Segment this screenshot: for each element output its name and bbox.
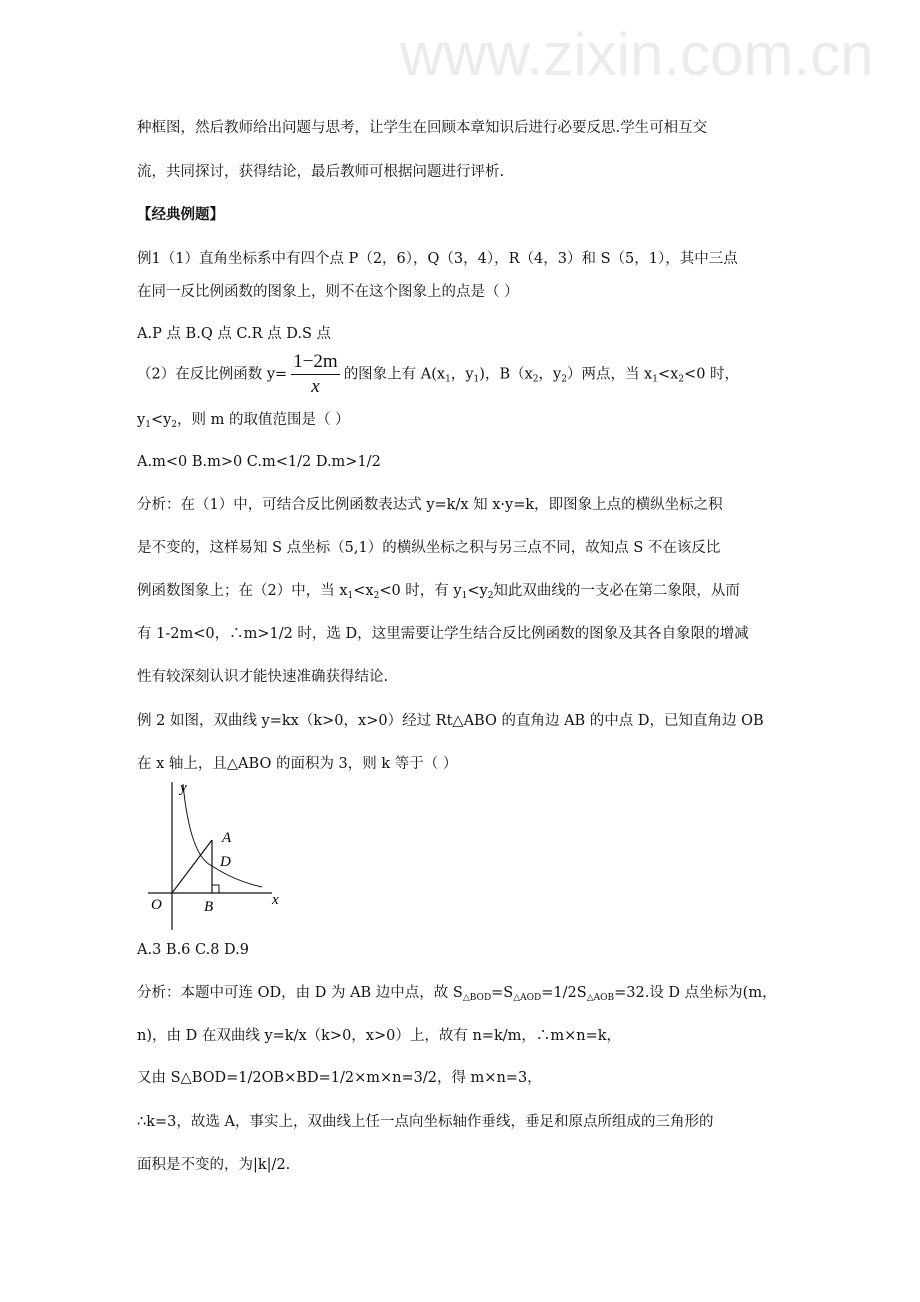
subscript: △BOD (462, 993, 492, 1003)
text-segment: <x (657, 366, 679, 383)
hyperbola-triangle-figure (140, 778, 290, 936)
text-segment: 在 x 轴上，且△ABO 的面积为 3，则 k 等于（ ） (137, 756, 458, 772)
text-segment: )，B（x (479, 366, 533, 383)
text-segment: <x (353, 583, 374, 599)
text-line (137, 624, 749, 644)
subscript: 1 (652, 374, 658, 385)
text-line (137, 754, 457, 774)
text-line (137, 940, 249, 960)
subscript: 1 (473, 374, 480, 385)
subscript: 2 (373, 591, 380, 601)
text-line (137, 667, 388, 687)
text-line (137, 282, 519, 302)
text-segment: <0 时，有 y (379, 583, 462, 599)
text-segment: =S (491, 985, 514, 1001)
subscript: 2 (487, 591, 494, 601)
text-line (137, 350, 739, 399)
text-line (137, 495, 723, 515)
watermark: www.zixin.com.cn (400, 21, 874, 88)
text-segment: ，y (450, 366, 474, 383)
text-line (137, 1155, 290, 1175)
text-line (137, 581, 740, 606)
text-segment: 例函数图象上；在（2）中，当 x (137, 583, 348, 599)
segment-OA (172, 840, 212, 893)
text-line (137, 711, 764, 731)
subscript: 2 (561, 374, 567, 385)
subscript: 1 (461, 591, 468, 601)
label-A: A (222, 830, 232, 846)
text-segment: <y (467, 583, 488, 599)
subscript: 1 (347, 591, 354, 601)
text-segment: 【经典例题】 (137, 206, 224, 223)
text-segment: =1/2S (541, 985, 587, 1001)
fraction (291, 350, 340, 399)
text-segment: A.m<0 B.m>0 C.m<1/2 D.m>1/2 (137, 454, 381, 470)
label-O: O (151, 897, 162, 913)
text-line (137, 1068, 542, 1088)
text-segment: 分析：在（1）中，可结合反比例函数表达式 y=k/x 知 x·y=k，即图象上点的横纵坐标之积 (137, 497, 723, 513)
text-line (137, 452, 381, 472)
text-segment: ∴k=3，故选 A，事实上，双曲线上任一点向坐标轴作垂线，垂足和原点所组成的三角形的 (137, 1114, 714, 1130)
label-B: B (204, 899, 214, 915)
text-segment: 种框图，然后教师给出问题与思考，让学生在回顾本章知识后进行必要反思.学生可相互交 (137, 120, 708, 136)
text-segment: 有 1-2m<0，∴m>1/2 时，选 D，这里需要让学生结合反比例函数的图象及其各自象限的增减 (137, 626, 749, 642)
text-segment: ）两点，当 x (566, 366, 653, 383)
text-segment: ，则 m 的取值范围是（ ） (177, 412, 350, 428)
text-line (137, 1026, 621, 1046)
text-segment: A.3 B.6 C.8 D.9 (137, 942, 249, 958)
subscript: △AOB (586, 993, 615, 1003)
text-segment: 例 2 如图，双曲线 y=kx（k>0，x>0）经过 Rt△ABO 的直角边 AB 的中点 D，已知直角边 OB (137, 713, 764, 729)
text-segment: 知此双曲线的一支必在第二象限，从而 (493, 583, 740, 599)
fraction-numerator: 1−2m (291, 350, 340, 375)
label-y: y (180, 780, 187, 796)
subscript: 2 (678, 374, 685, 385)
label-D: D (220, 854, 231, 870)
text-segment: 面积是不变的，为|k|/2. (137, 1157, 291, 1173)
subscript: 2 (532, 374, 539, 385)
text-segment: y (137, 412, 146, 428)
fraction-denominator: x (311, 376, 320, 397)
text-segment: A.P 点 B.Q 点 C.R 点 D.S 点 (137, 326, 332, 342)
text-segment: 例1（1）直角坐标系中有四个点 P（2，6），Q（3，4），R（4，3）和 S（5，1），其中三点 (137, 251, 738, 267)
text-segment: 又由 S△BOD=1/2OB×BD=1/2×m×n=3/2，得 m×n=3， (137, 1070, 542, 1086)
text-segment: 性有较深刻认识才能快速准确获得结论. (137, 669, 389, 685)
text-segment: <y (150, 412, 172, 428)
text-line (137, 324, 331, 344)
text-segment: 的图象上有 A(x (343, 366, 446, 383)
right-angle-mark (212, 885, 219, 893)
text-line (137, 118, 707, 138)
text-segment: ，y (538, 366, 562, 383)
subscript: 1 (145, 420, 151, 430)
text-line (137, 162, 504, 182)
text-line (137, 1112, 713, 1132)
text-line (137, 249, 738, 269)
text-line (137, 983, 777, 1008)
text-segment: n)，由 D 在双曲线 y=k/x（k>0，x>0）上，故有 n=k/m，∴m×n=k， (137, 1028, 622, 1044)
section-heading (137, 205, 224, 225)
subscript: 2 (171, 420, 178, 430)
subscript: 1 (445, 374, 451, 385)
text-segment: =32.设 D 点坐标为(m， (614, 985, 777, 1001)
label-x: x (272, 892, 279, 908)
text-line (137, 538, 720, 558)
subscript: △AOD (513, 993, 542, 1003)
text-segment: 在同一反比例函数的图象上，则不在这个图象上的点是（ ） (137, 284, 519, 300)
text-segment: 是不变的，这样易知 S 点坐标（5,1）的横纵坐标之积与另三点不同，故知点 S 不在该反比 (137, 540, 721, 556)
text-segment: 分析：本题中可连 OD，由 D 为 AB 边中点，故 S (137, 985, 463, 1001)
text-segment: <0 时， (684, 366, 740, 383)
text-segment: （2）在反比例函数 y= (137, 366, 288, 383)
text-line (137, 410, 350, 435)
text-segment: 流，共同探讨，获得结论，最后教师可根据问题进行评析. (137, 164, 505, 180)
